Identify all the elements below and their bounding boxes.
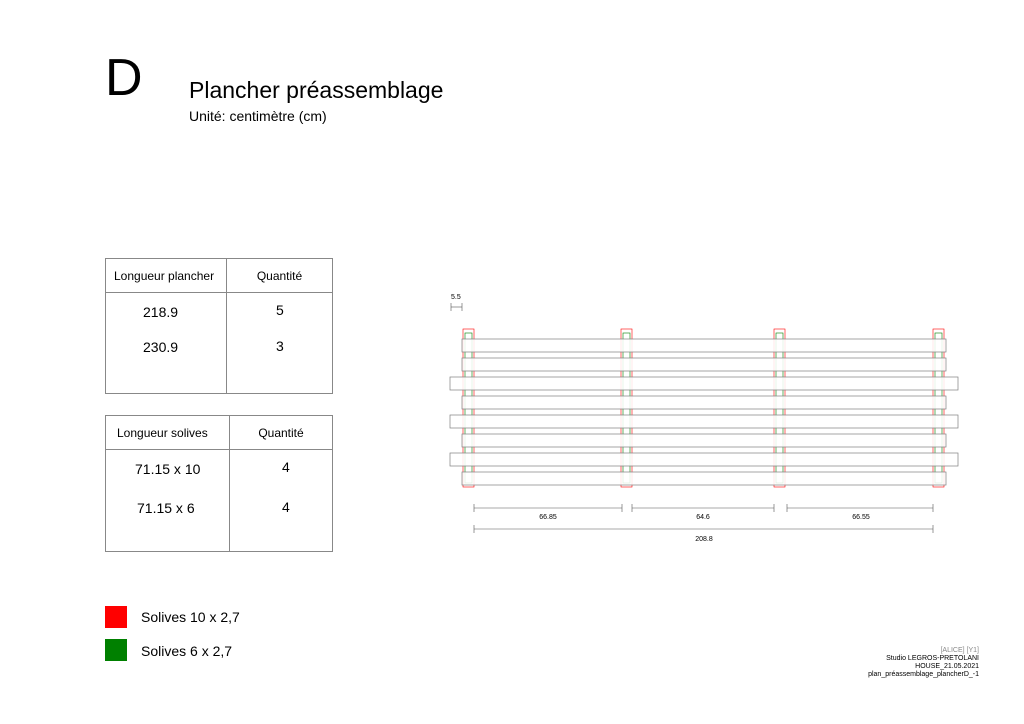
- quantity-cell: [227, 293, 333, 394]
- table-value: 218.9: [143, 304, 179, 320]
- sheet-letter: D: [105, 49, 143, 107]
- table-value: 5: [276, 302, 284, 318]
- floor-board: [462, 396, 946, 409]
- header-quantity: Quantité: [230, 416, 333, 450]
- table-header-row: [106, 416, 333, 450]
- legend-swatch-red: [105, 606, 127, 628]
- floor-board: [462, 339, 946, 352]
- unit-subtitle: Unité: centimètre (cm): [189, 108, 327, 124]
- floor-board-long: [450, 377, 958, 390]
- dim-total-label: 208.8: [695, 536, 713, 543]
- footer-file: plan_préassemblage_plancherD_-1: [868, 671, 979, 678]
- table-value: 3: [276, 338, 284, 354]
- floor-board: [462, 434, 946, 447]
- floor-board-long: [450, 453, 958, 466]
- plancher-table: [105, 258, 333, 394]
- quantity-cell: [230, 450, 333, 552]
- table-value: 4: [282, 459, 290, 475]
- boards-group: [450, 339, 958, 485]
- header-length: Longueur plancher: [106, 259, 227, 293]
- table-header-row: [106, 259, 333, 293]
- page-title: Plancher préassemblage: [189, 77, 444, 103]
- footer-studio: Studio LEGROS-PRETOLANI: [886, 655, 979, 662]
- floor-assembly-drawing: [440, 285, 970, 545]
- footer-code: [ALICE] [Y1]: [940, 647, 979, 654]
- floor-board: [462, 472, 946, 485]
- legend-label: Solives 6 x 2,7: [141, 643, 233, 659]
- header-length: Longueur solives: [106, 416, 230, 450]
- solives-table: [105, 415, 333, 552]
- table-value: 71.15 x 6: [137, 500, 195, 516]
- title-block: [868, 647, 979, 679]
- footer-project: HOUSE_21.05.2021: [915, 663, 979, 670]
- table-value: 230.9: [143, 339, 179, 355]
- table-value: 71.15 x 10: [135, 461, 201, 477]
- dim-segment-label: 66.55: [852, 514, 870, 521]
- table-value: 4: [282, 499, 290, 515]
- floor-board-long: [450, 415, 958, 428]
- floor-board: [462, 358, 946, 371]
- header-quantity: Quantité: [227, 259, 333, 293]
- dim-segment-label: 64.6: [696, 514, 710, 521]
- length-cell: [106, 293, 227, 394]
- dim-offset-label: 5.5: [451, 294, 461, 301]
- length-cell: [106, 450, 230, 552]
- dim-segment-label: 66.85: [539, 514, 557, 521]
- legend-swatch-green: [105, 639, 127, 661]
- legend-label: Solives 10 x 2,7: [141, 609, 240, 625]
